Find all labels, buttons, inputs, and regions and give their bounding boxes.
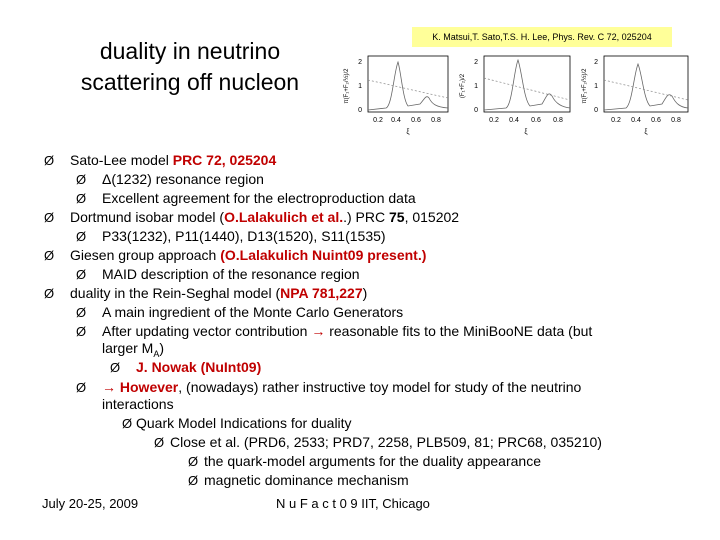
arrow-icon: →	[102, 379, 116, 395]
plot3-xlabel: ξ	[644, 129, 648, 136]
plot3-ytick-0: 0	[594, 107, 598, 114]
bullet-icon: Ø	[154, 435, 165, 450]
plot2-ytick-0: 0	[474, 107, 478, 114]
plot2-ytick-1: 1	[474, 83, 478, 90]
plot2-xtick-3: 0.6	[531, 117, 541, 124]
footer-conference: N u F a c t 0 9 IIT, Chicago	[276, 496, 430, 511]
item-text: NE data (but	[513, 323, 593, 339]
plot3-ylabel: π(F₁+F₂/½)/2	[582, 68, 588, 104]
plot2-xtick-4: 0.8	[553, 117, 563, 124]
item-text: , 015202	[404, 209, 460, 225]
plot-panel-2	[460, 56, 570, 136]
however-highlight: However	[119, 379, 179, 395]
plot1-ytick-0: 0	[358, 107, 362, 114]
item-text: , (nowadays) rather instructive toy model for study of the neutrino	[178, 379, 582, 395]
plot1-ylabel: π(F₁+F₂/½)/2	[344, 68, 350, 104]
list-item-quark-model: Quark Model Indications for duality	[136, 415, 352, 431]
list-item-sato-lee	[70, 152, 276, 169]
list-item-close-et-al: Close et al. (PRD6, 2533; PRD7, 2258, PLB509, 81; PRC68, 035210)	[170, 434, 602, 450]
item-text: Giesen group approach	[70, 247, 221, 263]
plot2-ytick-2: 2	[474, 59, 478, 66]
bullet-icon: Ø	[110, 360, 121, 375]
title-line-2: scattering off nucleon	[80, 69, 300, 95]
bullet-icon: Ø	[44, 286, 55, 301]
item-text: reasonable fits to the Mini	[325, 323, 489, 339]
volume-number: 75	[389, 209, 405, 225]
arrow-icon: →	[311, 323, 326, 339]
item-text: After updating vector contribution	[102, 323, 312, 339]
list-item-giesen	[70, 247, 426, 264]
plot1-ytick-2: 2	[358, 59, 362, 66]
item-text: Dortmund isobar model (	[70, 209, 225, 225]
plot-panel-3	[581, 56, 688, 136]
list-item-maid: MAID description of the resonance region	[102, 266, 360, 282]
plot3-ytick-2: 2	[594, 59, 598, 66]
reference-highlight: NPA 781,227	[280, 285, 363, 301]
bullet-icon: Ø	[76, 324, 87, 339]
plot3-xtick-2: 0.4	[631, 117, 641, 124]
list-item-resonances: P33(1232), P11(1440), D13(1520), S11(1535)	[102, 228, 386, 244]
list-item-monte-carlo: A main ingredient of the Monte Carlo Generators	[102, 304, 404, 320]
plot2-xtick-2: 0.4	[509, 117, 519, 124]
plot2-ylabel: (F₁+F₂)/2	[460, 73, 466, 99]
bullet-icon: Ø	[122, 416, 133, 431]
bullet-icon: Ø	[76, 172, 87, 187]
list-item-vector-contribution	[102, 323, 592, 340]
plot-panel-1	[343, 56, 448, 136]
bullet-icon: Ø	[76, 229, 87, 244]
bullet-icon: Ø	[44, 248, 55, 263]
list-item-quark-arguments: the quark-model arguments for the duality appearance	[204, 453, 541, 469]
footer-date: July 20-25, 2009	[42, 496, 139, 511]
plot1-xtick-3: 0.6	[411, 117, 421, 124]
item-text: )	[159, 340, 165, 356]
list-item-agreement: Excellent agreement for the electroproduction data	[102, 190, 416, 206]
plot3-ytick-1: 1	[594, 83, 598, 90]
item-text: Boo	[488, 323, 514, 339]
item-text: Sato-Lee model	[70, 152, 173, 168]
author-highlight: O.Lalakulich et al.	[224, 209, 344, 225]
list-item-magnetic-dominance: magnetic dominance mechanism	[204, 472, 409, 488]
title-text	[40, 36, 340, 98]
bullet-icon: Ø	[44, 153, 55, 168]
citation-box: K. Matsui,T. Sato,T.S. H. Lee, Phys. Rev. C 72, 025204	[412, 27, 672, 47]
bullet-icon: Ø	[76, 267, 87, 282]
item-text: duality in the Rein-Seghal model (	[70, 285, 281, 301]
list-item-dortmund	[70, 209, 459, 226]
reference-highlight: PRC 72, 025204	[172, 152, 277, 168]
author-highlight: (O.Lalakulich Nuint09 present.)	[220, 247, 427, 263]
title-line-1: duality in neutrino	[99, 38, 281, 64]
bullet-icon: Ø	[76, 305, 87, 320]
plot2-xlabel: ξ	[524, 129, 528, 136]
plot1-xlabel: ξ	[406, 129, 410, 136]
plot3-xtick-3: 0.6	[651, 117, 661, 124]
bullet-icon: Ø	[44, 210, 55, 225]
plot1-xtick-2: 0.4	[391, 117, 401, 124]
list-item-however	[102, 379, 581, 396]
plot3-xtick-1: 0.2	[611, 117, 621, 124]
list-item-however-cont: interactions	[102, 396, 174, 412]
plot1-xtick-1: 0.2	[373, 117, 383, 124]
subscript-a: A	[153, 348, 160, 359]
item-text: larger M	[102, 340, 154, 356]
plot2-xtick-1: 0.2	[489, 117, 499, 124]
list-item-rein-seghal	[70, 285, 367, 302]
plot1-ytick-1: 1	[358, 83, 362, 90]
plot1-xtick-4: 0.8	[431, 117, 441, 124]
list-item-nowak: J. Nowak (NuInt09)	[136, 359, 262, 375]
bullet-icon: Ø	[76, 380, 87, 395]
plot3-xtick-4: 0.8	[671, 117, 681, 124]
bullet-icon: Ø	[188, 473, 199, 488]
structure-function-plots	[336, 50, 692, 140]
list-item-delta-region: Δ(1232) resonance region	[102, 171, 264, 187]
bullet-icon: Ø	[76, 191, 87, 206]
bullet-icon: Ø	[188, 454, 199, 469]
item-text: )	[362, 285, 368, 301]
item-text: .) PRC	[343, 209, 389, 225]
